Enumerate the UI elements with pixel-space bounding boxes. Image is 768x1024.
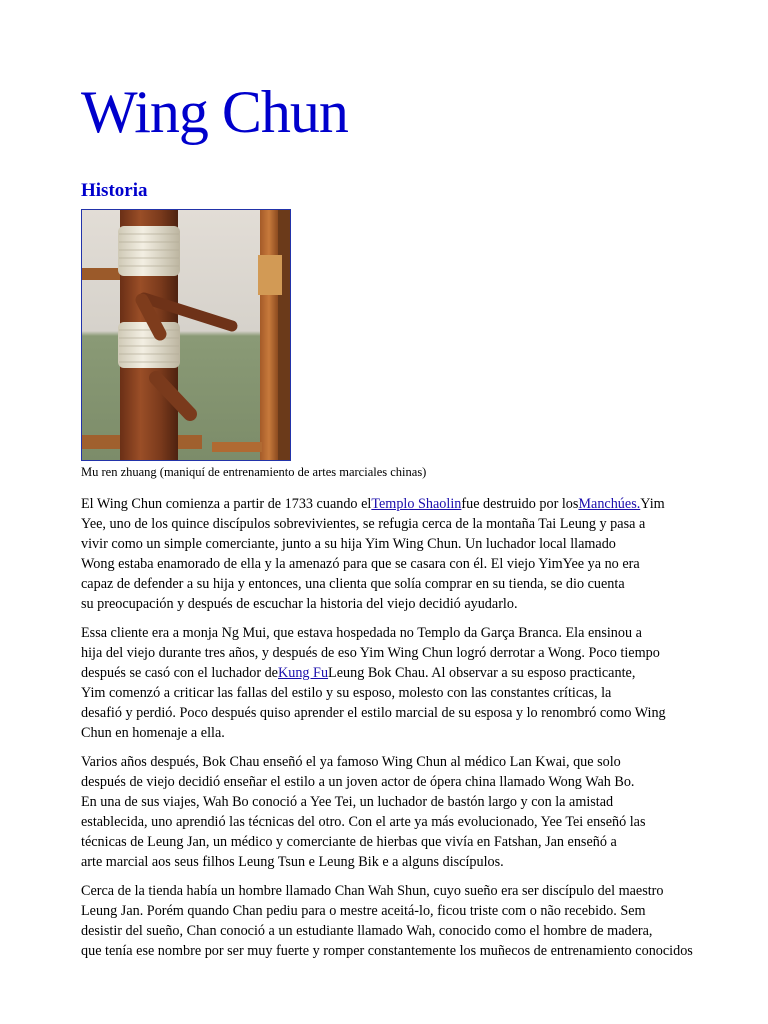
article-body: [81, 494, 721, 970]
text-line: Varios años después, Bok Chau enseñó el ya famoso Wing Chun al médico Lan Kwai, que solo: [81, 754, 621, 770]
text-line: [81, 494, 721, 514]
text-line: arte marcial aos seus filhos Leung Tsun e Leung Bik e a alguns discípulos.: [81, 854, 504, 870]
figure: [81, 209, 291, 461]
text-line: capaz de defender a su hija y entonces, una clienta que solía comprar en su tienda, se dio cuenta: [81, 576, 625, 592]
text-line: desistir del sueño, Chan conoció a un estudiante llamado Wah, conocido como el hombre de madera,: [81, 923, 653, 939]
text-segment: Yim: [640, 496, 665, 512]
text-segment: fue destruido por los: [461, 496, 579, 512]
link-manchues[interactable]: Manchúes.: [578, 496, 641, 512]
page-title: Wing Chun: [81, 79, 348, 145]
wooden-dummy-image: [82, 210, 291, 461]
paragraph-3: [81, 752, 721, 872]
text-line: su preocupación y después de escuchar la historia del viejo decidió ayudarlo.: [81, 596, 518, 612]
link-kung-fu[interactable]: Kung Fu: [277, 665, 329, 681]
text-line: técnicas de Leung Jan, un médico y comerciante de hierbas que vivía en Fatshan, Jan enseñó a: [81, 834, 617, 850]
text-line: después de viejo decidió enseñar el estilo a un joven actor de ópera china llamado Wong Wah Bo.: [81, 774, 635, 790]
text-line: En una de sus viajes, Wah Bo conoció a Yee Tei, un luchador de bastón largo y con la amistad: [81, 794, 614, 810]
text-line: hija del viejo durante tres años, y después de eso Yim Wing Chun logró derrotar a Wong. Poco tiempo: [81, 645, 660, 661]
text-line: vivir como un simple comerciante, junto a su hija Yim Wing Chun. Un luchador local llamado: [81, 536, 616, 552]
figure-caption: Mu ren zhuang (maniquí de entrenamiento de artes marciales chinas): [81, 465, 427, 479]
section-heading: Historia: [81, 180, 148, 201]
text-line: que tenía ese nombre por ser muy fuerte y romper constantemente los muñecos de entrenamiento conocidos: [81, 943, 693, 959]
wooden-dummy-photo: [81, 209, 291, 461]
text-line: Chun en homenaje a ella.: [81, 725, 225, 741]
text-line: establecida, uno aprendió las técnicas del otro. Con el arte ya más evolucionado, Yee Tei enseñó las: [81, 814, 646, 830]
link-templo-shaolin[interactable]: Templo Shaolin: [371, 496, 462, 512]
text-line: Essa cliente era a monja Ng Mui, que estava hospedada no Templo da Garça Branca. Ela ensinou a: [81, 625, 642, 641]
text-segment: después se casó con el luchador de: [81, 665, 278, 681]
text-line: Wong estaba enamorado de ella y la amenazó para que se casara con él. El viejo YimYee ya no era: [81, 556, 640, 572]
text-line: Yim comenzó a criticar las fallas del estilo y su esposo, molesto con las constantes críticas, la: [81, 685, 612, 701]
text-line: [81, 663, 721, 683]
paragraph-1: [81, 494, 721, 614]
text-line: Leung Jan. Porém quando Chan pediu para o mestre aceitá-lo, ficou triste com o não recebido. Sem: [81, 903, 646, 919]
paragraph-2: [81, 623, 721, 743]
text-segment: Leung Bok Chau. Al observar a su esposo practicante,: [328, 665, 636, 681]
text-line: Yee, uno de los quince discípulos sobrevivientes, se refugia cerca de la montaña Tai Leung y pasa a: [81, 516, 646, 532]
text-segment: El Wing Chun comienza a partir de 1733 cuando el: [81, 496, 372, 512]
paragraph-4: [81, 881, 721, 961]
text-line: desafió y perdió. Poco después quiso aprender el estilo marcial de su esposa y lo renombró como Wing: [81, 705, 666, 721]
text-line: Cerca de la tienda había un hombre llamado Chan Wah Shun, cuyo sueño era ser discípulo del maestro: [81, 883, 664, 899]
